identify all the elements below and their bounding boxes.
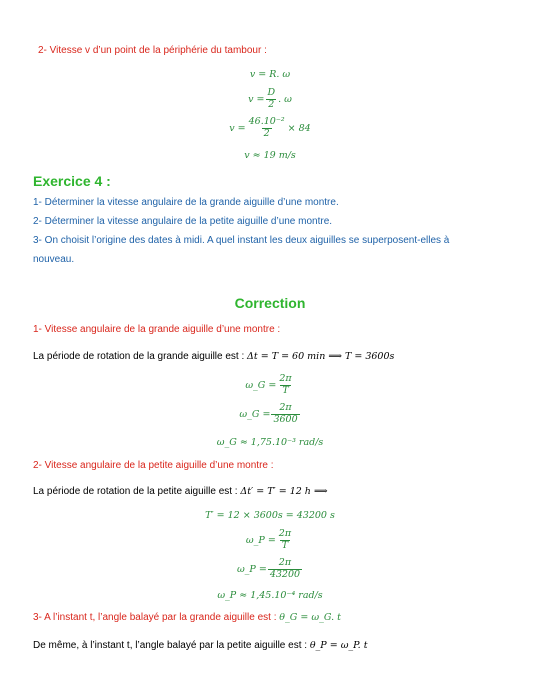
exercise-question-3-line-2: nouveau. bbox=[33, 254, 75, 265]
period-sentence-small-hand: La période de rotation de la petite aiguille est : Δt′ = T′ = 12 h ⟹ bbox=[33, 486, 328, 497]
exercise-question-3-line-1: 3- On choisit l’origine des dates à midi. A quel instant les deux aiguilles se superposent-elles à bbox=[33, 235, 450, 246]
correction-heading-3: 3- A l’instant t, l’angle balayé par la grande aiguille est : θ_G = ω_G. t bbox=[33, 612, 341, 623]
equation-v-d-over-2: v = $\frac{D}{2}$ . ω bbox=[248, 87, 292, 110]
equation-omega-p-2pi-t: ω_P = $\frac{2\pi}{T}$ bbox=[245, 528, 292, 551]
equation-v-result: v ≈ 19 m/s bbox=[244, 150, 296, 161]
section-heading-peripheral-speed: 2- Vitesse v d’un point de la périphérie du tambour : bbox=[38, 45, 267, 56]
equation-v-numeric: v = $\frac{\text{46.10⁻²}}{2}$ × 84 bbox=[229, 116, 311, 139]
theta-p-formula: θ_P = ω_P. t bbox=[309, 640, 368, 651]
small-hand-angle-sentence: De même, à l’instant t, l’angle balayé par la petite aiguille est : θ_P = ω_P. t bbox=[33, 640, 368, 651]
exercise-question-1: 1- Déterminer la vitesse angulaire de la grande aiguille d’une montre. bbox=[33, 197, 339, 208]
exercise-question-2: 2- Déterminer la vitesse angulaire de la petite aiguille d’une montre. bbox=[33, 216, 333, 227]
exercise-title: Exercice 4 : bbox=[33, 173, 111, 189]
equation-t-prime: T′ = 12 × 3600s = 43200 s bbox=[205, 510, 335, 521]
period-formula-large-hand: Δt = T = 60 min ⟹ T = 3600s bbox=[247, 351, 395, 362]
equation-omega-p-result: ω_P ≈ 1,45.10⁻⁴ rad/s bbox=[217, 590, 323, 601]
equation-omega-g-result: ω_G ≈ 1,75.10⁻³ rad/s bbox=[216, 437, 324, 448]
equation-omega-p-2pi-43200: ω_P = $\frac{2\pi}{43200}$ bbox=[236, 557, 301, 580]
correction-heading-2: 2- Vitesse angulaire de la petite aiguille d’une montre : bbox=[33, 460, 274, 471]
correction-title: Correction bbox=[234, 295, 306, 311]
correction-heading-1: 1- Vitesse angulaire de la grande aiguille d’une montre : bbox=[33, 324, 281, 335]
equation-v-r-omega: v = R. ω bbox=[249, 69, 291, 80]
period-sentence-large-hand: La période de rotation de la grande aiguille est : Δt = T = 60 min ⟹ T = 3600s bbox=[33, 351, 395, 362]
theta-g-formula: θ_G = ω_G. t bbox=[279, 612, 341, 623]
equation-omega-g-2pi-t: ω_G = $\frac{2\pi}{T}$ bbox=[245, 373, 292, 396]
equation-omega-g-2pi-3600: ω_G = $\frac{2\pi}{3600}$ bbox=[239, 402, 298, 425]
period-formula-small-hand: Δt′ = T′ = 12 h ⟹ bbox=[240, 486, 328, 497]
